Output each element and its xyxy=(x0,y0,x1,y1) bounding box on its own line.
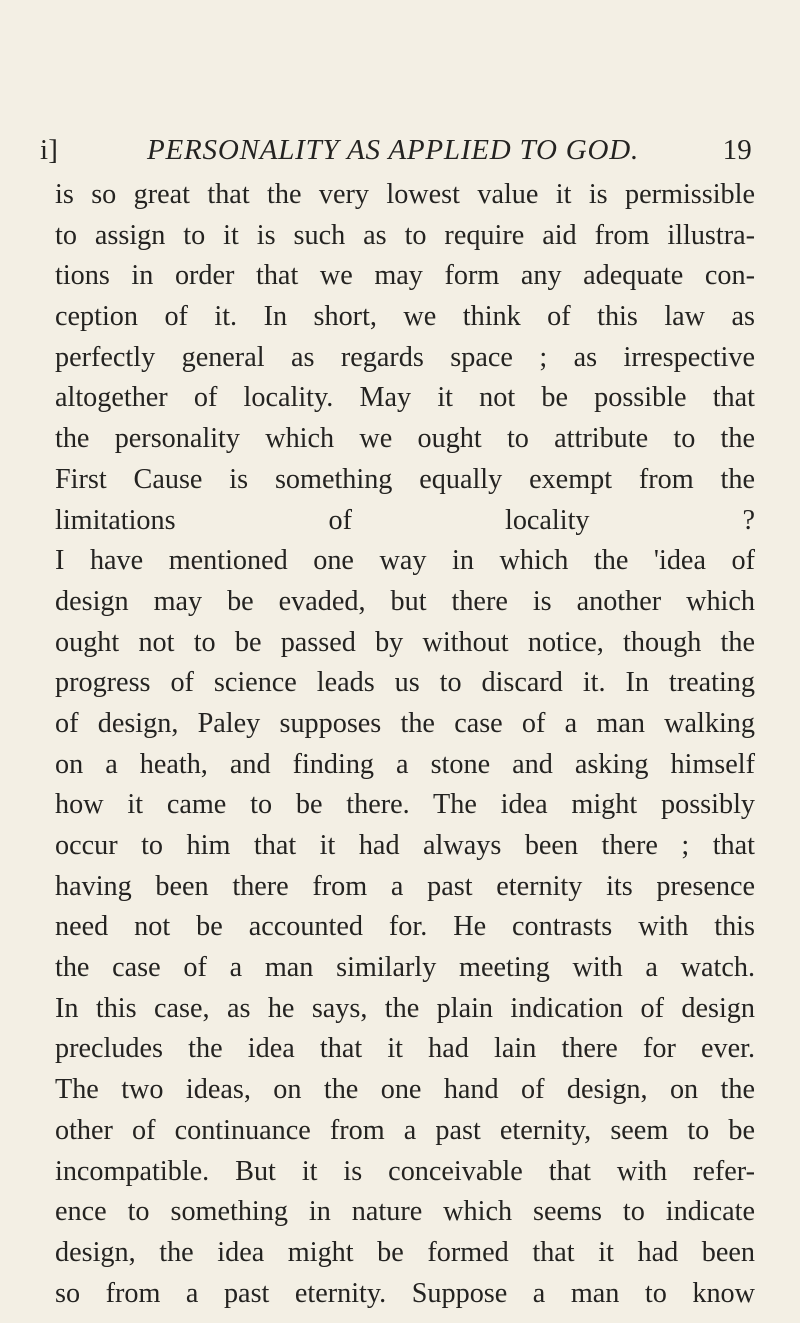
text-line: having been there from a past eternity its presence xyxy=(55,870,755,902)
text-line: tions in order that we may form any adequate con- xyxy=(55,260,755,292)
text-line: to assign to it is such as to require aid from illustra- xyxy=(55,219,755,251)
text-line: perfectly general as regards space ; as irrespective xyxy=(55,341,755,373)
text-line: is so great that the very lowest value it is permissible xyxy=(55,179,755,210)
text-line: so from a past eternity. Suppose a man to know xyxy=(55,1277,755,1309)
text-line: how it came to be there. The idea might possibly xyxy=(55,789,755,821)
text-line: need not be accounted for. He contrasts with this xyxy=(55,911,755,943)
text-line: of design, Paley supposes the case of a man walking xyxy=(55,707,755,739)
text-line: the case of a man similarly meeting with a watch. xyxy=(55,952,755,984)
text-line: on a heath, and finding a stone and asking himself xyxy=(55,748,755,780)
text-line: The two ideas, on the one hand of design, on the xyxy=(55,1074,755,1106)
text-line: the personality which we ought to attribute to the xyxy=(55,423,755,455)
body-text xyxy=(55,175,755,1314)
text-line: precludes the idea that it had lain there for ever. xyxy=(55,1033,755,1065)
text-line: First Cause is something equally exempt from the xyxy=(55,463,755,495)
chapter-marker: i] xyxy=(40,134,59,166)
text-line: design may be evaded, but there is another which xyxy=(55,585,755,617)
text-line: altogether of locality. May it not be possible that xyxy=(55,382,755,414)
text-line: progress of science leads us to discard it. In treating xyxy=(55,667,755,699)
text-line: occur to him that it had always been there ; that xyxy=(55,830,755,861)
text-line: design, the idea might be formed that it had been xyxy=(55,1236,755,1268)
text-line: In this case, as he says, the plain indication of design xyxy=(55,992,755,1024)
running-head xyxy=(40,133,752,167)
text-line: incompatible. But it is conceivable that with refer- xyxy=(55,1155,755,1187)
text-line: ence to something in nature which seems to indicate xyxy=(55,1196,755,1228)
text-line: other of continuance from a past eternity, seem to be xyxy=(55,1114,755,1146)
text-line: ought not to be passed by without notice, though the xyxy=(55,626,755,658)
text-line: ception of it. In short, we think of this law as xyxy=(55,301,755,333)
page-number: 19 xyxy=(722,134,752,166)
text-line: limitations of locality ? xyxy=(55,504,755,536)
running-title: PERSONALITY AS APPLIED TO GOD. xyxy=(147,134,640,166)
text-line: I have mentioned one way in which the 'idea of xyxy=(55,545,755,577)
